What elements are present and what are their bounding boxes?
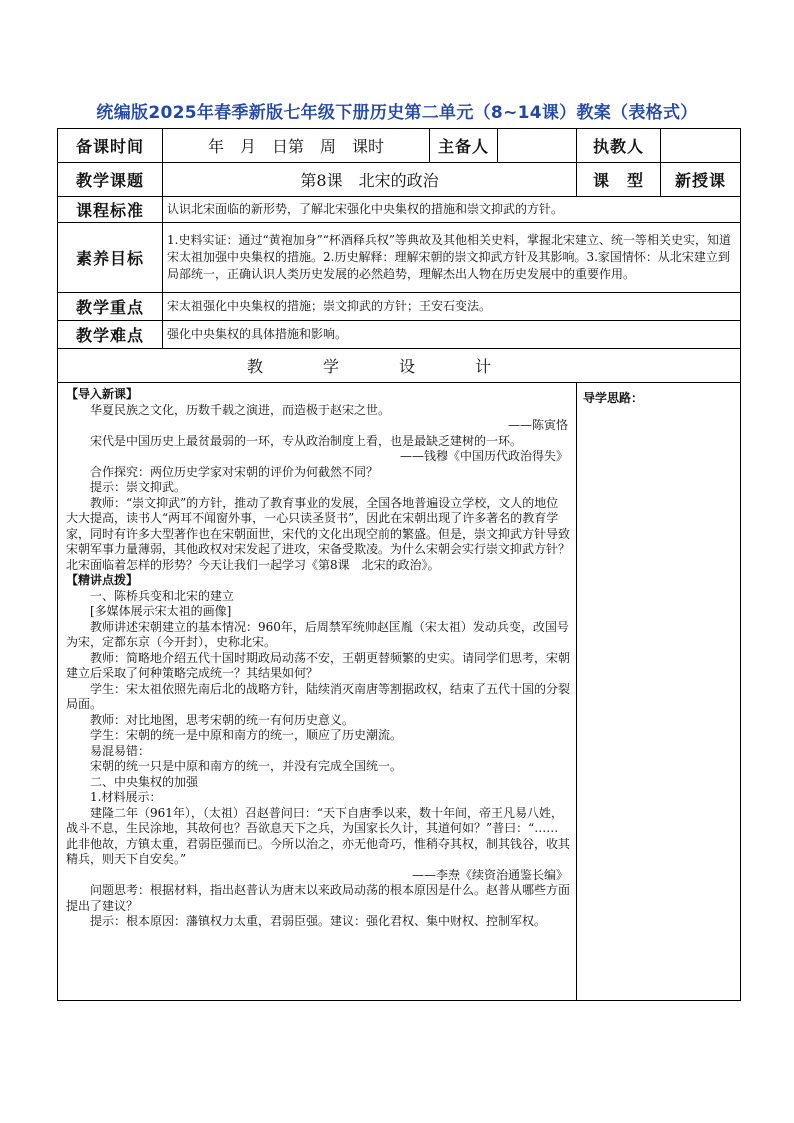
subsection-heading: 二、中央集权的加强 bbox=[90, 774, 199, 789]
label-teacher: 执教人 bbox=[577, 129, 661, 163]
label-curriculum-standard: 课程标准 bbox=[58, 197, 163, 223]
paragraph: 学生：宋朝的统一是中原和南方的统一，顺应了历史潮流。 bbox=[90, 728, 403, 742]
label-literacy-goals: 素养目标 bbox=[58, 223, 163, 293]
paragraph: 宋朝的统一只是中原和南方的统一，并没有完成全国统一。 bbox=[90, 759, 403, 773]
guide-notes: 导学思路： bbox=[577, 383, 741, 1001]
label-lesson-type: 课 型 bbox=[577, 163, 661, 197]
paragraph: 教师：简略地介绍五代十国时期政局动荡不安，王朝更替频繁的史实。请同学们思考，宋朝建立后采取了何种策略完成统一？其结果如何？ bbox=[66, 650, 571, 680]
lesson-topic-value: 第8课 北宋的政治 bbox=[163, 163, 577, 197]
label-preparer: 主备人 bbox=[430, 129, 498, 163]
paragraph: 1.材料展示： bbox=[90, 790, 162, 804]
lesson-content bbox=[58, 383, 577, 1001]
lesson-type-value: 新授课 bbox=[661, 163, 741, 197]
quote-source: ——陈寅恪 bbox=[508, 418, 569, 432]
document-title: 统编版2025年春季新版七年级下册历史第二单元（8~14课）教案（表格式） bbox=[96, 103, 698, 123]
quote-text: 宋代是中国历史上最贫最弱的一环，专从政治制度上看，也是最缺乏建树的一环。 bbox=[90, 433, 523, 448]
section-intro-heading: 【导入新课】 bbox=[66, 387, 139, 401]
lesson-plan-table bbox=[57, 128, 741, 1001]
paragraph: 教师：对比地图，思考宋朝的统一有何历史意义。 bbox=[90, 712, 355, 727]
subsection-heading: 一、陈桥兵变和北宋的建立 bbox=[90, 588, 235, 603]
quote-source: ——李焘《续资治通鉴长编》 bbox=[412, 867, 569, 882]
paragraph: 教师：“崇文抑武”的方针，推动了教育事业的发展，全国各地普遍设立学校，文人的地位大大提高，读书人“两耳不闻窗外事，一心只读圣贤书”，因此在宋朝出现了许多著名的教育学家，同时有许多大型著作也在宋朝面世，宋代的文化出现空前的繁盛。但是，崇文抑武方针导致宋朝军事力量薄弱，其他政权对宋发起了进攻，宋备受欺凌。为什么宋朝会实行崇文抑武方针？北宋面临着怎样的形势？今天让我们一起学习《第8课 北宋的政治》。 bbox=[66, 495, 571, 572]
paragraph: 教师讲述宋朝建立的基本情况：960年，后周禁军统帅赵匡胤（宋太祖）发动兵变，改国号为宋，定都东京（今开封），史称北宋。 bbox=[66, 619, 569, 649]
material-quote: 建隆二年（961年），（太祖）召赵普问曰：“天下自唐季以来，数十年间，帝王凡易八姓，战斗不息，生民涂地，其故何也？吾欲息天下之兵，为国家长久计，其道何如？”普曰：“……此非他故，方镇太重，君弱臣强而已。今所以治之，亦无他奇巧，惟稍夺其权，制其钱谷，收其精兵，则天下自安矣。” bbox=[66, 805, 571, 866]
quote-source: ——钱穆《中国历代政治得失》 bbox=[400, 449, 569, 463]
paragraph: 易混易错： bbox=[90, 743, 151, 758]
paragraph: [多媒体展示宋太祖的画像] bbox=[90, 604, 232, 618]
preparer-value bbox=[498, 129, 577, 163]
label-lesson-topic: 教学课题 bbox=[58, 163, 163, 197]
label-key-points: 教学重点 bbox=[58, 293, 163, 321]
paragraph: 提示：崇文抑武。 bbox=[90, 480, 187, 494]
paragraph: 学生：宋太祖依照先南后北的战略方针，陆续消灭南唐等割据政权，结束了五代十国的分裂局面。 bbox=[66, 681, 571, 711]
paragraph: 合作探究：两位历史学家对宋朝的评价为何截然不同？ bbox=[90, 464, 379, 479]
paragraph: 问题思考：根据材料，指出赵普认为唐末以来政局动荡的根本原因是什么。赵普从哪些方面提出了建议？ bbox=[66, 883, 571, 913]
literacy-goals-value: 1.史料实证：通过“黄袍加身”“杯酒释兵权”等典故及其他相关史料，掌握北宋建立、统一等相关史实，知道宋太祖加强中央集权的措施。2.历史解释：理解宋朝的崇文抑武方针及其影响。3.家国情怀：从北宋建立到局部统一，正确认识人类历史发展的必然趋势，理解杰出人物在历史发展中的重要作用。 bbox=[163, 223, 741, 293]
section-explain-heading: 【精讲点拨】 bbox=[66, 573, 139, 587]
teacher-value bbox=[661, 129, 741, 163]
label-difficulties: 教学难点 bbox=[58, 321, 163, 349]
key-points-value: 宋太祖强化中央集权的措施；崇文抑武的方针；王安石变法。 bbox=[163, 293, 741, 321]
curriculum-standard-value: 认识北宋面临的新形势，了解北宋强化中央集权的措施和崇文抑武的方针。 bbox=[163, 197, 741, 223]
label-prep-time: 备课时间 bbox=[58, 129, 163, 163]
difficulties-value: 强化中央集权的具体措施和影响。 bbox=[163, 321, 741, 349]
paragraph: 提示：根本原因：藩镇权力太重，君弱臣强。建议：强化君权、集中财权、控制军权。 bbox=[90, 914, 547, 928]
prep-time-value: 年 月 日第 周 课时 bbox=[163, 129, 430, 163]
teaching-design-header: 教学设计 bbox=[58, 349, 741, 383]
quote-text: 华夏民族之文化，历数千载之演进，而造极于赵宋之世。 bbox=[90, 402, 391, 417]
